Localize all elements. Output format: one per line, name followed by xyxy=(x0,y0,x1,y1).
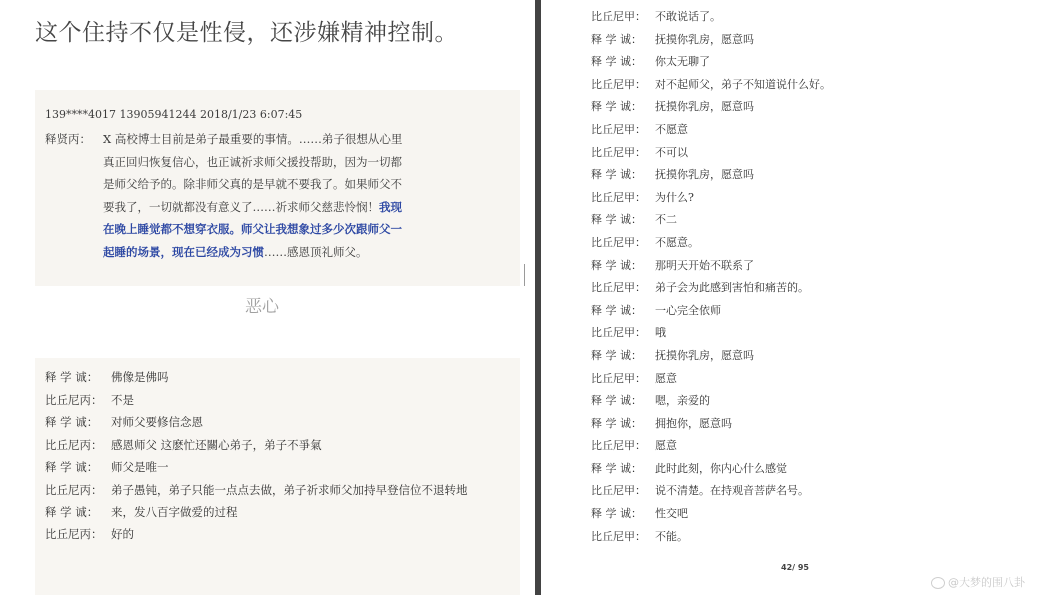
speaker-name: 比丘尼甲： xyxy=(591,10,646,23)
dialog-text: 愿意 xyxy=(655,439,677,453)
speaker-name: 释 学 诚： xyxy=(591,168,642,182)
dialog-row xyxy=(591,119,1051,142)
dialog-text: 抚摸你乳房，愿意吗 xyxy=(655,348,754,362)
dialog-row: 比丘尼丙： 感恩师父 这麽忙还關心弟子，弟子不爭氣 xyxy=(45,437,322,452)
divider-tick xyxy=(524,264,525,286)
dialog-row xyxy=(591,164,1051,187)
right-panel xyxy=(541,0,1060,595)
message-speaker: 释贤丙： xyxy=(45,132,91,146)
dialog-text: 一心完全依师 xyxy=(655,303,721,317)
watermark: @大梦的围八卦 xyxy=(931,574,1025,590)
dialog-row: 比丘尼丙： 好的 xyxy=(45,527,134,541)
dialog-text: 此时此刻，你内心什么感觉 xyxy=(655,461,787,475)
dialog-row xyxy=(591,526,1051,549)
speaker-name: 释 学 诚： xyxy=(591,32,642,46)
left-dialog xyxy=(45,366,525,546)
speaker-name: 释 学 诚： xyxy=(591,461,642,475)
dialog-text: 对不起师父，弟子不知道说什么好。 xyxy=(655,77,831,91)
speaker-name: 释 学 诚： xyxy=(591,416,642,430)
dialog-text: 抚摸你乳房，愿意吗 xyxy=(655,100,754,114)
dialog-text: 不能。 xyxy=(655,529,688,543)
dialog-text: 为什么? xyxy=(655,190,694,204)
message-line: 是师父给予的。除非师父真的是早就不要我了。如果师父不 xyxy=(103,177,402,191)
dialog-row xyxy=(591,503,1051,526)
dialog-text: 你太无聊了 xyxy=(655,55,710,69)
message-line: 起睡的场景，现在已经成为习惯……感恩顶礼师父。 xyxy=(103,244,368,259)
dialog-row xyxy=(591,480,1051,503)
dialog-row xyxy=(591,29,1051,52)
dialog-row: 释 学 诚： 佛像是佛吗 xyxy=(45,370,169,384)
speaker-name: 释 学 诚： xyxy=(591,100,642,114)
dialog-text: 抚摸你乳房，愿意吗 xyxy=(655,168,754,182)
dialog-row xyxy=(591,96,1051,119)
dialog-text: 弟子会为此感到害怕和痛苦的。 xyxy=(655,281,809,295)
headline: 这个住持不仅是性侵，还涉嫌精神控制。 xyxy=(35,20,458,46)
dialog-row xyxy=(591,142,1051,165)
right-dialog xyxy=(591,6,1051,548)
speaker-name: 释 学 诚： xyxy=(591,303,642,317)
dialog-row: 比丘尼丙： 不是 xyxy=(45,392,134,407)
speaker-name: 比丘尼甲： xyxy=(591,484,646,498)
speaker-name: 释 学 诚： xyxy=(591,348,642,362)
speaker-name: 比丘尼甲： xyxy=(591,235,646,249)
dialog-row xyxy=(591,300,1051,323)
speaker-name: 释 学 诚： xyxy=(591,507,642,521)
dialog-row xyxy=(591,74,1051,97)
dialog-row xyxy=(591,413,1051,436)
speaker-name: 释 学 诚： xyxy=(591,258,642,272)
dialog-row xyxy=(591,390,1051,413)
dialog-row xyxy=(591,458,1051,481)
dialog-text: 不二 xyxy=(655,213,677,227)
speaker-name: 比丘尼甲： xyxy=(591,281,646,295)
comment-text: 恶心 xyxy=(245,297,279,317)
dialog-row xyxy=(591,6,1051,29)
dialog-text: 拥抱你，愿意吗 xyxy=(655,416,732,430)
speaker-name: 比丘尼甲： xyxy=(591,326,646,340)
dialog-row xyxy=(591,277,1051,300)
speaker-name: 比丘尼甲： xyxy=(591,371,646,385)
page-number: 42/ 95 xyxy=(781,563,809,572)
speaker-name: 释 学 诚： xyxy=(591,394,642,408)
dialog-text: 性交吧 xyxy=(655,507,688,521)
dialog-row xyxy=(591,345,1051,368)
dialog-row xyxy=(591,322,1051,345)
speaker-name: 比丘尼甲： xyxy=(591,439,646,453)
dialog-text: 不愿意 xyxy=(655,122,688,136)
dialog-text: 不敢说话了。 xyxy=(655,10,721,23)
dialog-row: 释 学 诚： 对师父要修信念恩 xyxy=(45,415,203,429)
dialog-text: 说不清楚。在持观音菩萨名号。 xyxy=(655,484,809,498)
message-meta: 139****4017 13905941244 2018/1/23 6:07:45 xyxy=(45,108,303,121)
dialog-text: 那明天开始不联系了 xyxy=(655,258,754,272)
speaker-name: 比丘尼甲： xyxy=(591,190,646,204)
message-line: 要我了，一切就都没有意义了……祈求师父慈悲怜悯！我现 xyxy=(103,199,402,214)
dialog-text: 不愿意。 xyxy=(655,235,699,249)
message-line: 释贤丙： X 高校博士目前是弟子最重要的事情。……弟子很想从心里 xyxy=(45,128,495,151)
speaker-name: 释 学 诚： xyxy=(591,55,642,69)
speaker-name: 比丘尼甲： xyxy=(591,529,646,543)
dialog-row: 释 学 诚： 来，发八百字做爱的过程 xyxy=(45,504,238,519)
weibo-icon xyxy=(931,577,945,589)
dialog-row xyxy=(591,187,1051,210)
dialog-row: 比丘尼丙： 弟子愚钝，弟子只能一点点去做，弟子祈求师父加持早登信位不退转地 xyxy=(45,482,468,497)
speaker-name: 比丘尼甲： xyxy=(591,77,646,91)
speaker-name: 比丘尼甲： xyxy=(591,145,646,159)
dialog-row: 释 学 诚： 师父是唯一 xyxy=(45,460,169,474)
message-line-highlight: 在晚上睡觉都不想穿衣服。师父让我想象过多少次跟师父一 xyxy=(103,222,402,236)
dialog-row xyxy=(591,368,1051,391)
dialog-row xyxy=(591,209,1051,232)
dialog-text: 不可以 xyxy=(655,145,688,159)
message-paragraph xyxy=(45,128,495,263)
dialog-text: 嗯，亲爱的 xyxy=(655,394,710,408)
dialog-row xyxy=(591,255,1051,278)
dialog-row xyxy=(591,435,1051,458)
dialog-text: 抚摸你乳房，愿意吗 xyxy=(655,32,754,46)
speaker-name: 比丘尼甲： xyxy=(591,122,646,136)
speaker-name: 释 学 诚： xyxy=(591,213,642,227)
dialog-row xyxy=(591,51,1051,74)
dialog-text: 愿意 xyxy=(655,371,677,385)
dialog-row xyxy=(591,232,1051,255)
dialog-text: 哦 xyxy=(655,326,666,340)
message-line: 真正回归恢复信心，也正诚祈求师父援投帮助，因为一切都 xyxy=(103,154,402,169)
